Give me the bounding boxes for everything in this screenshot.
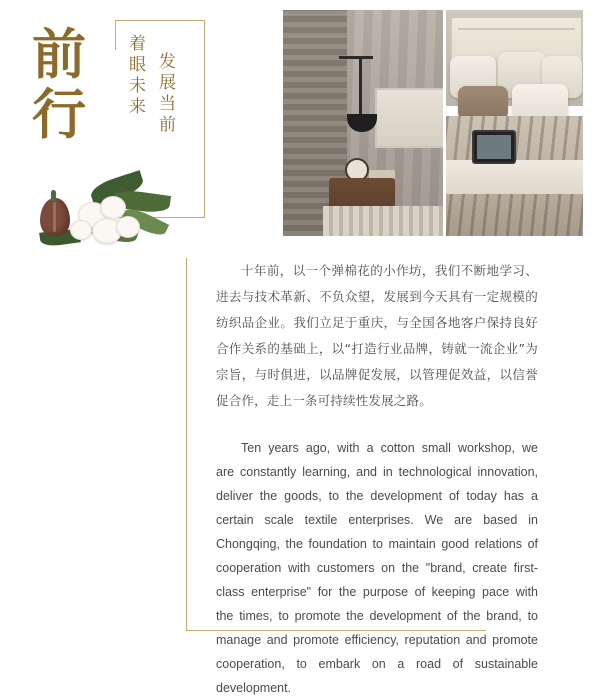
subtitle-vertical-1: 着眼未来 <box>125 34 145 118</box>
cotton-bud-shape <box>40 198 70 236</box>
tablet-device-icon <box>472 130 516 164</box>
cotton-boll-shape <box>116 216 140 238</box>
cotton-branch-icon <box>26 176 176 256</box>
body-text-column <box>216 258 538 700</box>
photo-collage <box>283 10 583 236</box>
lamp-arm-icon <box>339 56 373 59</box>
cotton-bud-highlight <box>53 202 56 232</box>
photo-headboard <box>375 88 443 148</box>
paragraph-chinese: 十年前，以一个弹棉花的小作坊，我们不断地学习、进去与技术革新、不负众望，发展到今天具有一定规模的纺织品企业。我们立足于重庆，与全国各地客户保持良好合作关系的基础上，以“打造行业品牌，铸就一流企业”为宗旨，与时俱进，以品牌促发展，以管理促效益，以信誉促合作，走上一条可持续性发展之路。 <box>216 263 538 408</box>
gold-frame-vertical-line <box>186 258 187 630</box>
subtitle-vertical-2: 发展当前 <box>155 52 175 136</box>
page-title-char-2: 行 <box>32 82 87 146</box>
cotton-boll-shape <box>70 220 92 240</box>
photo-bedding-stripes <box>323 206 443 236</box>
gold-frame-corner <box>186 604 213 631</box>
bed-pillows-photo <box>446 10 583 236</box>
pillow-shape <box>458 86 508 120</box>
duvet-fold-shape <box>446 160 583 194</box>
page-title-char-1: 前 <box>32 22 87 86</box>
pillow-shape <box>512 84 568 120</box>
bedroom-corner-photo <box>283 10 443 236</box>
cotton-boll-shape <box>100 196 126 219</box>
page-title <box>32 24 108 144</box>
paragraph-english: Ten years ago, with a cotton small workshop, we are constantly learning, and in technological innovation, deliver the goods, to the development of today has a certain scale textile enterprises. We are based in Chongqing, the foundation to maintain good relations of cooperation with customers on the "brand, create first-class enterprise" for the purpose of keeping pace with the times, to promote the development of the brand, to manage and promote efficiency, reputation and promote cooperation, to embark on a road of sustainable development. <box>216 441 538 695</box>
